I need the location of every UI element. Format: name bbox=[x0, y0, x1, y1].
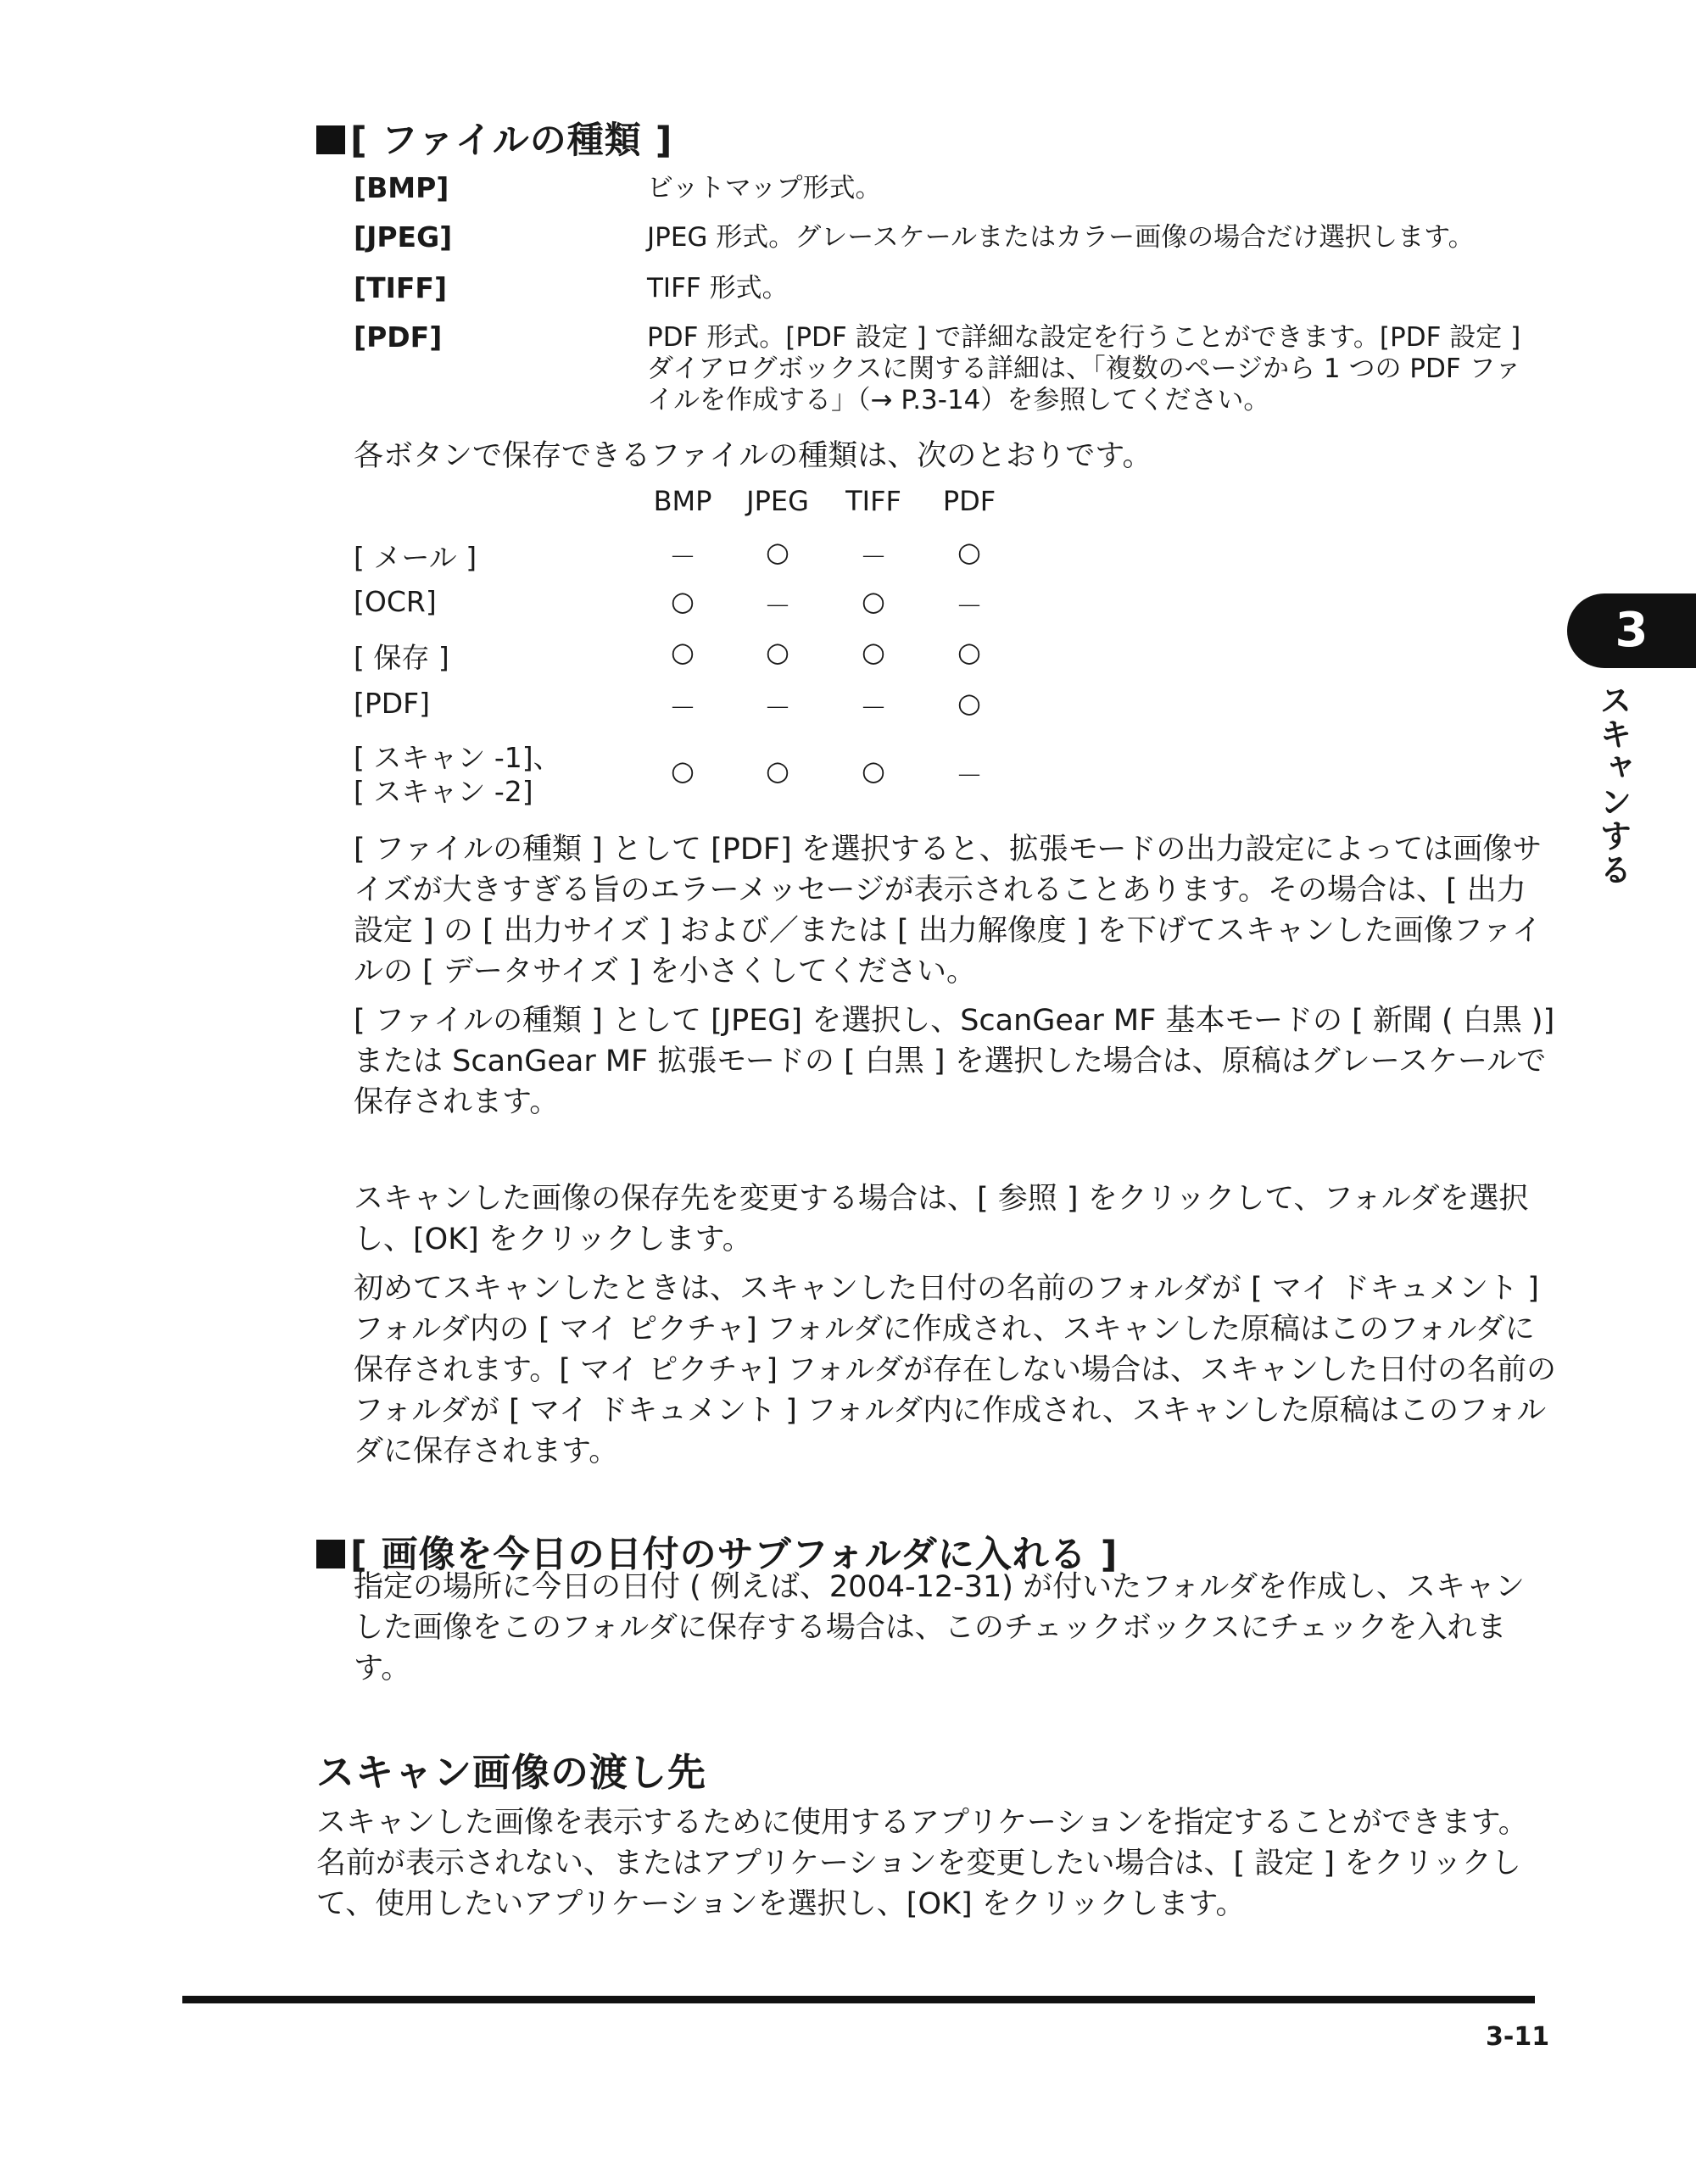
pdf-note-line: ルの [ データサイズ ] を小さくしてください。 bbox=[354, 955, 977, 989]
table-row-label-scan-2: [ スキャン -2] bbox=[354, 775, 533, 808]
table-mark: － bbox=[955, 590, 983, 622]
table-mark: ○ bbox=[671, 585, 695, 617]
first-scan-line: ダに保存されます。 bbox=[354, 1435, 619, 1468]
file-types-heading bbox=[316, 112, 672, 164]
destination-paragraph bbox=[316, 1802, 1528, 1925]
chapter-number: 3 bbox=[1615, 603, 1649, 658]
table-intro: 各ボタンで保存できるファイルの種類は、次のとおりです。 bbox=[354, 439, 1152, 473]
desc-jpeg: JPEG 形式。グレースケールまたはカラー画像の場合だけ選択します。 bbox=[647, 222, 1475, 253]
chapter-tab bbox=[1567, 593, 1696, 668]
first-scan-line: フォルダ内の [ マイ ピクチャ] フォルダに作成され、スキャンした原稿はこのフォルダに bbox=[354, 1312, 1535, 1346]
table-mark: － bbox=[955, 760, 983, 792]
table-mark: － bbox=[763, 590, 791, 622]
col-header-bmp: BMP bbox=[653, 485, 712, 517]
square-bullet-icon bbox=[316, 1540, 345, 1568]
table-row-label-save: [ 保存 ] bbox=[354, 641, 449, 674]
col-header-tiff: TIFF bbox=[845, 485, 901, 517]
table-mark: ○ bbox=[671, 636, 695, 668]
first-scan-line: 初めてスキャンしたときは、スキャンした日付の名前のフォルダが [ マイ ドキュメント ] bbox=[354, 1272, 1539, 1306]
subfolder-line: した画像をこのフォルダに保存する場合は、このチェックボックスにチェックを入れま bbox=[354, 1611, 1507, 1645]
save-location-line: し、[OK] をクリックします。 bbox=[354, 1223, 752, 1256]
table-row-label-mail: [ メール ] bbox=[354, 541, 477, 574]
pdf-note-line: 設定 ] の [ 出力サイズ ] および／または [ 出力解像度 ] を下げてスキャンした画像ファイ bbox=[354, 914, 1543, 948]
file-types-heading-text: [ ファイルの種類 ] bbox=[350, 120, 673, 162]
pdf-note-paragraph bbox=[354, 829, 1542, 992]
footer-rule bbox=[182, 1996, 1535, 2003]
table-mark: ○ bbox=[862, 636, 885, 668]
subfolder-line: す。 bbox=[354, 1652, 411, 1685]
first-scan-line: フォルダが [ マイ ドキュメント ] フォルダ内に作成され、スキャンした原稿はこのフォル bbox=[354, 1394, 1547, 1428]
table-mark: ○ bbox=[862, 585, 885, 617]
jpeg-note-paragraph bbox=[354, 1000, 1554, 1123]
first-scan-paragraph bbox=[354, 1268, 1556, 1472]
jpeg-note-line: [ ファイルの種類 ] として [JPEG] を選択し、ScanGear MF 基本モードの [ 新聞 ( 白黒 )] bbox=[354, 1004, 1555, 1038]
table-mark: ○ bbox=[766, 755, 789, 787]
term-jpeg: [JPEG] bbox=[354, 220, 453, 254]
save-location-line: スキャンした画像の保存先を変更する場合は、[ 参照 ] をクリックして、フォルダを選択 bbox=[354, 1182, 1529, 1216]
table-mark: ○ bbox=[766, 536, 789, 568]
jpeg-note-line: または ScanGear MF 拡張モードの [ 白黒 ] を選択した場合は、原稿はグレースケールで bbox=[354, 1045, 1547, 1078]
term-bmp: [BMP] bbox=[354, 171, 449, 204]
destination-line: 名前が表示されない、またはアプリケーションを変更したい場合は、[ 設定 ] をクリックし bbox=[316, 1847, 1521, 1880]
col-header-pdf: PDF bbox=[942, 485, 996, 517]
table-mark: － bbox=[859, 541, 887, 573]
table-mark: ○ bbox=[766, 636, 789, 668]
page-number: 3-11 bbox=[1486, 2022, 1550, 2052]
term-pdf: [PDF] bbox=[354, 320, 443, 354]
term-tiff: [TIFF] bbox=[354, 271, 448, 304]
desc-tiff: TIFF 形式。 bbox=[647, 273, 789, 304]
desc-pdf-line-3: イルを作成する」（→ P.3-14）を参照してください。 bbox=[647, 385, 1270, 415]
desc-pdf-line-1: PDF 形式。[PDF 設定 ] で詳細な設定を行うことができます。[PDF 設定 ] bbox=[647, 322, 1521, 353]
chapter-label: スキャンする bbox=[1594, 683, 1632, 887]
desc-pdf-line-2: ダイアログボックスに関する詳細は、「複数のページから 1 つの PDF ファ bbox=[647, 354, 1521, 384]
square-bullet-icon bbox=[316, 125, 345, 154]
pdf-note-line: [ ファイルの種類 ] として [PDF] を選択すると、拡張モードの出力設定によっては画像サ bbox=[354, 833, 1543, 866]
table-mark: － bbox=[763, 692, 791, 724]
table-mark: ○ bbox=[957, 636, 981, 668]
first-scan-line: 保存されます。[ マイ ピクチャ] フォルダが存在しない場合は、スキャンした日付の名前の bbox=[354, 1353, 1556, 1387]
destination-line: て、使用したいアプリケーションを選択し、[OK] をクリックします。 bbox=[316, 1887, 1246, 1921]
subfolder-line: 指定の場所に今日の日付 ( 例えば、2004-12-31) が付いたフォルダを作成し、スキャン bbox=[354, 1570, 1525, 1604]
desc-bmp: ビットマップ形式。 bbox=[647, 173, 882, 203]
table-mark: － bbox=[668, 692, 696, 724]
table-mark: ○ bbox=[671, 755, 695, 787]
subfolder-heading-text: [ 画像を今日の日付のサブフォルダに入れる ] bbox=[350, 1534, 1119, 1576]
jpeg-note-line: 保存されます。 bbox=[354, 1085, 560, 1119]
destination-heading: スキャン画像の渡し先 bbox=[316, 1750, 707, 1795]
table-row-label-ocr: [OCR] bbox=[354, 585, 437, 618]
col-header-jpeg: JPEG bbox=[746, 485, 809, 517]
subfolder-paragraph bbox=[354, 1567, 1525, 1689]
table-mark: ○ bbox=[862, 755, 885, 787]
pdf-note-line: イズが大きすぎる旨のエラーメッセージが表示されることあります。その場合は、[ 出力 bbox=[354, 873, 1526, 907]
table-mark: ○ bbox=[957, 536, 981, 568]
table-mark: － bbox=[859, 692, 887, 724]
table-row-label-scan-1: [ スキャン -1]、 bbox=[354, 741, 561, 774]
save-location-paragraph bbox=[354, 1178, 1528, 1260]
table-mark: － bbox=[668, 541, 696, 573]
table-row-label-pdf: [PDF] bbox=[354, 687, 431, 720]
table-mark: ○ bbox=[957, 687, 981, 719]
destination-line: スキャンした画像を表示するために使用するアプリケーションを指定することができます。 bbox=[316, 1806, 1528, 1840]
